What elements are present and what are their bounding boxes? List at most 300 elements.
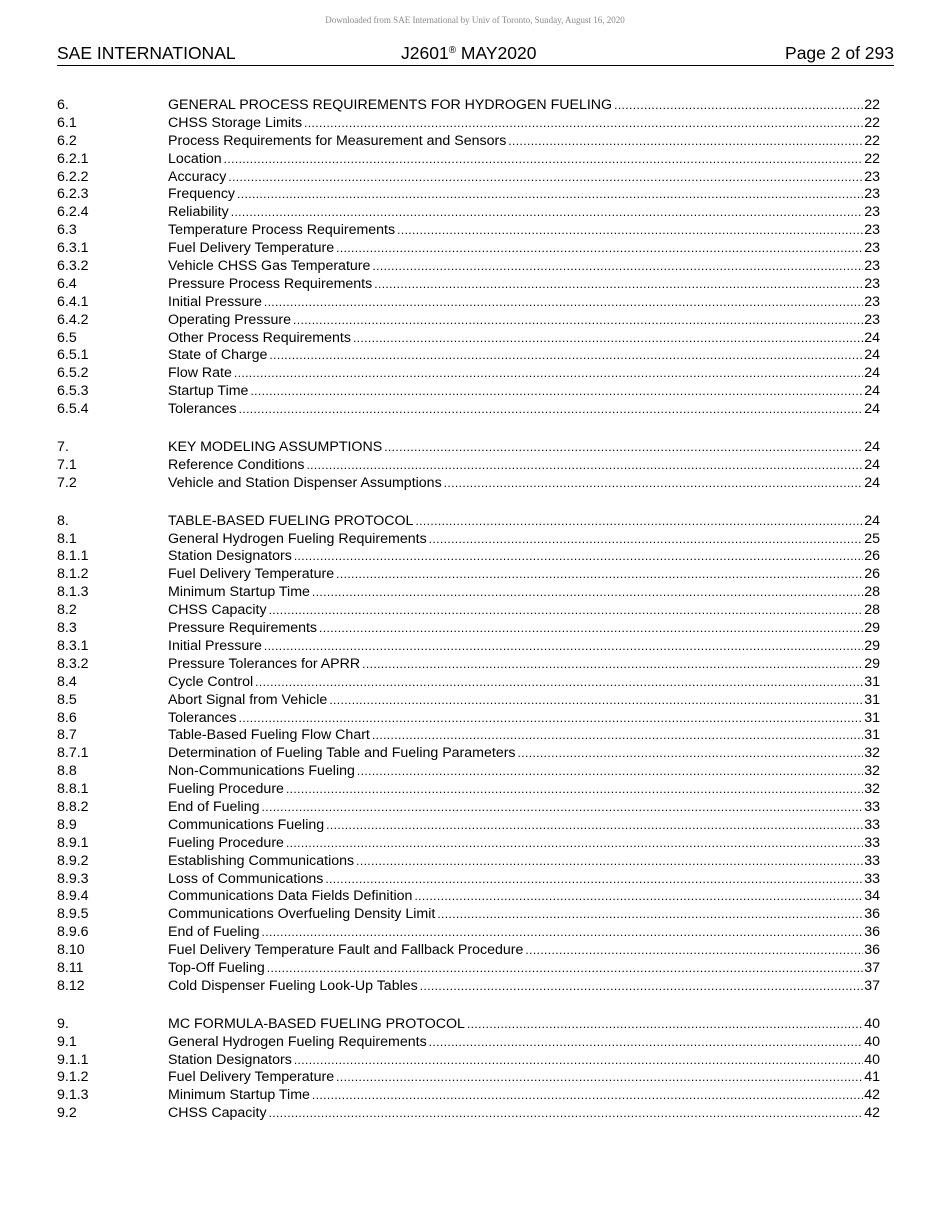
toc-entry[interactable] (57, 276, 880, 294)
toc-entry-number: 8. (57, 512, 69, 529)
toc-entry-title: CHSS Capacity (168, 602, 267, 619)
toc-entry-number: 6.5.2 (57, 365, 89, 382)
toc-entry[interactable] (57, 222, 880, 240)
toc-entry[interactable] (57, 330, 880, 348)
toc-entry-page: 32 (864, 745, 880, 762)
toc-entry-page: 22 (864, 97, 880, 113)
toc-entry[interactable] (57, 169, 880, 187)
toc-entry-title: Operating Pressure (168, 311, 292, 328)
toc-entry[interactable] (57, 799, 880, 817)
toc-entry-number: 9.1.1 (57, 1051, 89, 1068)
toc-entry-page: 24 (864, 456, 880, 473)
toc-dot-leader (357, 763, 863, 781)
toc-entry-page: 33 (864, 816, 880, 833)
toc-entry-title: Startup Time (168, 383, 249, 400)
toc-dot-leader (397, 222, 863, 240)
toc-entry-number: 8.9.3 (57, 870, 89, 887)
header-doc-number: J2601 (401, 43, 449, 63)
toc-entry-line (168, 978, 880, 996)
toc-dot-leader (356, 853, 863, 871)
toc-entry-title: Fuel Delivery Temperature (168, 566, 335, 583)
toc-entry-line (168, 383, 880, 401)
toc-entry-line (168, 620, 880, 638)
toc-entry-number: 8.9.4 (57, 888, 89, 905)
toc-entry-title: TABLE-BASED FUELING PROTOCOL (168, 512, 414, 529)
toc-entry-title: Frequency (168, 186, 236, 203)
toc-entry-number: 8.8 (57, 763, 77, 780)
toc-entry[interactable] (57, 638, 880, 656)
toc-entry[interactable] (57, 1052, 880, 1070)
toc-entry-page: 42 (864, 1087, 880, 1104)
toc-entry[interactable] (57, 365, 880, 383)
toc-entry[interactable] (57, 763, 880, 781)
toc-dot-leader (384, 439, 863, 457)
toc-entry[interactable] (57, 401, 880, 419)
toc-entry-page: 34 (864, 888, 880, 905)
toc-entry-title: Vehicle CHSS Gas Temperature (168, 258, 371, 275)
toc-entry-title: Station Designators (168, 548, 292, 565)
toc-entry-title: Location (168, 150, 222, 167)
toc-dot-leader (414, 888, 863, 906)
toc-entry-line (168, 115, 880, 133)
toc-entry[interactable] (57, 566, 880, 584)
toc-entry-title: Accuracy (168, 168, 227, 185)
toc-entry-page: 31 (864, 691, 880, 708)
toc-entry[interactable] (57, 871, 880, 889)
toc-dot-leader (269, 347, 863, 365)
toc-entry-line (168, 151, 880, 169)
toc-entry-page: 31 (864, 709, 880, 726)
toc-entry-line (168, 853, 880, 871)
toc-entry-line (168, 710, 880, 728)
toc-entry[interactable] (57, 710, 880, 728)
toc-entry-number: 8.6 (57, 709, 77, 726)
toc-dot-leader (372, 258, 863, 276)
toc-entry-title: CHSS Capacity (168, 1105, 267, 1122)
toc-entry[interactable] (57, 97, 880, 115)
toc-entry-number: 6.5.3 (57, 383, 89, 400)
toc-entry-title: Cycle Control (168, 673, 254, 690)
toc-entry[interactable] (57, 240, 880, 258)
toc-entry-title: General Hydrogen Fueling Requirements (168, 530, 427, 547)
toc-entry-title: Pressure Requirements (168, 620, 318, 637)
toc-entry-line (168, 475, 880, 493)
toc-dot-leader (444, 475, 864, 493)
toc-dot-leader (231, 204, 864, 222)
toc-entry[interactable] (57, 312, 880, 330)
toc-entry-number: 8.3.2 (57, 655, 89, 672)
toc-entry-number: 9.1.2 (57, 1069, 89, 1086)
toc-entry[interactable] (57, 960, 880, 978)
toc-entry[interactable] (57, 383, 880, 401)
toc-dot-leader (293, 312, 863, 330)
toc-entry-page: 24 (864, 347, 880, 364)
toc-entry-page: 24 (864, 329, 880, 346)
toc-entry-number: 9.1.3 (57, 1087, 89, 1104)
toc-entry-page: 24 (864, 512, 880, 529)
toc-dot-leader (326, 817, 863, 835)
toc-section-group (57, 97, 880, 419)
toc-entry-number: 8.8.2 (57, 798, 89, 815)
toc-entry[interactable] (57, 888, 880, 906)
toc-entry-page: 40 (864, 1033, 880, 1050)
toc-entry-number: 8.5 (57, 691, 77, 708)
toc-entry-title: Top-Off Fueling (168, 959, 265, 976)
toc-entry-line (168, 566, 880, 584)
toc-entry-line (168, 258, 880, 276)
toc-entry-number: 8.9 (57, 816, 77, 833)
registered-mark: ® (448, 45, 457, 56)
toc-dot-leader (262, 799, 864, 817)
toc-entry-number: 8.2 (57, 602, 77, 619)
toc-entry-number: 8.7 (57, 727, 77, 744)
toc-dot-leader (437, 906, 863, 924)
toc-entry[interactable] (57, 584, 880, 602)
toc-entry-page: 40 (864, 1051, 880, 1068)
toc-entry[interactable] (57, 620, 880, 638)
toc-entry-line (168, 692, 880, 710)
toc-entry[interactable] (57, 151, 880, 169)
toc-entry-line (168, 204, 880, 222)
toc-entry-title: Vehicle and Station Dispenser Assumptions (168, 474, 442, 491)
toc-dot-leader (262, 924, 864, 942)
toc-entry-line (168, 817, 880, 835)
toc-entry-title: Establishing Communications (168, 852, 355, 869)
toc-entry-page: 31 (864, 673, 880, 690)
toc-entry[interactable] (57, 692, 880, 710)
toc-entry-title: Tolerances (168, 401, 237, 418)
toc-entry[interactable] (57, 531, 880, 549)
toc-entry-number: 6.2.2 (57, 168, 89, 185)
toc-entry-line (168, 133, 880, 151)
toc-entry[interactable] (57, 656, 880, 674)
toc-entry-line (168, 548, 880, 566)
toc-entry-line (168, 727, 880, 745)
toc-entry[interactable] (57, 924, 880, 942)
toc-entry-title: Temperature Process Requirements (168, 222, 396, 239)
toc-entry-line (168, 799, 880, 817)
toc-entry-page: 32 (864, 781, 880, 798)
toc-entry-page: 36 (864, 906, 880, 923)
toc-dot-leader (614, 97, 863, 115)
toc-dot-leader (429, 1034, 864, 1052)
toc-entry-line (168, 871, 880, 889)
toc-entry-number: 6.1 (57, 114, 77, 131)
toc-entry[interactable] (57, 835, 880, 853)
toc-entry-title: General Hydrogen Fueling Requirements (168, 1033, 427, 1050)
toc-entry[interactable] (57, 115, 880, 133)
toc-entry-title: Pressure Process Requirements (168, 275, 373, 292)
toc-dot-leader (336, 1069, 863, 1087)
toc-entry-number: 6.2 (57, 132, 77, 149)
toc-entry-line (168, 347, 880, 365)
toc-entry-title: Communications Overfueling Density Limit (168, 906, 436, 923)
toc-dot-leader (467, 1016, 863, 1034)
toc-entry-page: 23 (864, 240, 880, 257)
toc-entry-title: Fueling Procedure (168, 781, 284, 798)
toc-entry-title: Cold Dispenser Fueling Look-Up Tables (168, 977, 418, 994)
toc-entry-title: Reference Conditions (168, 456, 305, 473)
toc-entry-title: Table-Based Fueling Flow Chart (168, 727, 370, 744)
toc-entry-number: 8.3.1 (57, 637, 89, 654)
toc-entry[interactable] (57, 1087, 880, 1105)
toc-dot-leader (415, 513, 863, 531)
toc-entry-line (168, 169, 880, 187)
toc-entry-title: Non-Communications Fueling (168, 763, 355, 780)
toc-entry-title: CHSS Storage Limits (168, 114, 303, 131)
table-of-contents (57, 97, 880, 1143)
toc-entry-line (168, 656, 880, 674)
toc-entry-page: 23 (864, 204, 880, 221)
toc-entry-line (168, 276, 880, 294)
toc-entry-page: 29 (864, 620, 880, 637)
toc-entry[interactable] (57, 745, 880, 763)
toc-entry-title: MC FORMULA-BASED FUELING PROTOCOL (168, 1015, 465, 1032)
toc-entry-page: 33 (864, 870, 880, 887)
toc-dot-leader (508, 133, 863, 151)
toc-entry-number: 8.1.3 (57, 584, 89, 601)
toc-entry[interactable] (57, 978, 880, 996)
toc-entry[interactable] (57, 942, 880, 960)
toc-dot-leader (372, 727, 863, 745)
toc-entry-page: 22 (864, 132, 880, 149)
toc-entry-page: 36 (864, 924, 880, 941)
toc-entry-title: Determination of Fueling Table and Fueling Parameters (168, 745, 516, 762)
toc-dot-leader (525, 942, 863, 960)
toc-entry-page: 37 (864, 959, 880, 976)
toc-entry-page: 22 (864, 150, 880, 167)
toc-entry-line (168, 763, 880, 781)
toc-entry-title: Communications Data Fields Definition (168, 888, 413, 905)
toc-entry-number: 8.7.1 (57, 745, 89, 762)
toc-section-group (57, 1016, 880, 1123)
toc-dot-leader (362, 656, 863, 674)
toc-entry-line (168, 584, 880, 602)
toc-entry[interactable] (57, 1034, 880, 1052)
toc-entry-title: End of Fueling (168, 924, 260, 941)
toc-entry[interactable] (57, 457, 880, 475)
toc-entry[interactable] (57, 204, 880, 222)
toc-dot-leader (312, 1087, 863, 1105)
page-header (57, 43, 894, 66)
toc-entry[interactable] (57, 294, 880, 312)
toc-dot-leader (325, 871, 863, 889)
download-watermark: Downloaded from SAE International by Univ of Toronto, Sunday, August 16, 2020 (325, 15, 625, 25)
toc-entry-title: Fuel Delivery Temperature (168, 240, 335, 257)
toc-dot-leader (255, 674, 863, 692)
toc-dot-leader (429, 531, 864, 549)
toc-entry-number: 7.2 (57, 474, 77, 491)
toc-entry-line (168, 457, 880, 475)
toc-dot-leader (267, 960, 863, 978)
toc-entry-number: 8.9.6 (57, 924, 89, 941)
toc-entry-line (168, 439, 880, 457)
toc-entry[interactable] (57, 1069, 880, 1087)
toc-entry-title: Station Designators (168, 1051, 292, 1068)
toc-entry[interactable] (57, 186, 880, 204)
toc-entry-line (168, 638, 880, 656)
toc-entry-title: Initial Pressure (168, 637, 262, 654)
toc-entry-number: 6.4 (57, 275, 77, 292)
toc-entry-line (168, 1087, 880, 1105)
toc-entry-page: 29 (864, 637, 880, 654)
toc-dot-leader (329, 692, 863, 710)
toc-entry-number: 8.1.1 (57, 548, 89, 565)
toc-entry-page: 33 (864, 852, 880, 869)
toc-entry[interactable] (57, 475, 880, 493)
toc-entry[interactable] (57, 853, 880, 871)
toc-dot-leader (264, 638, 863, 656)
toc-dot-leader (239, 710, 864, 728)
toc-entry-line (168, 186, 880, 204)
toc-entry-line (168, 330, 880, 348)
toc-entry[interactable] (57, 1105, 880, 1123)
toc-entry-number: 6.2.4 (57, 204, 89, 221)
toc-entry-number: 9.2 (57, 1105, 77, 1122)
toc-entry-page: 23 (864, 258, 880, 275)
toc-entry-line (168, 513, 880, 531)
toc-dot-leader (304, 115, 863, 133)
toc-dot-leader (250, 383, 863, 401)
toc-entry-page: 29 (864, 655, 880, 672)
toc-dot-leader (286, 781, 863, 799)
toc-entry-number: 7.1 (57, 456, 77, 473)
toc-dot-leader (312, 584, 863, 602)
toc-entry-line (168, 312, 880, 330)
toc-entry-title: Abort Signal from Vehicle (168, 691, 328, 708)
header-document-id (401, 43, 536, 64)
toc-entry-number: 8.1.2 (57, 566, 89, 583)
toc-entry[interactable] (57, 258, 880, 276)
toc-entry-page: 41 (864, 1069, 880, 1086)
toc-entry[interactable] (57, 781, 880, 799)
toc-entry-number: 8.10 (57, 942, 85, 959)
toc-dot-leader (420, 978, 863, 996)
toc-entry-number: 8.3 (57, 620, 77, 637)
toc-entry-number: 6.3.2 (57, 258, 89, 275)
toc-entry-title: State of Charge (168, 347, 268, 364)
toc-entry-number: 6.3 (57, 222, 77, 239)
toc-entry-number: 6.5 (57, 329, 77, 346)
toc-dot-leader (294, 548, 863, 566)
toc-dot-leader (336, 240, 863, 258)
toc-entry-line (168, 674, 880, 692)
toc-entry-line (168, 1105, 880, 1123)
toc-entry-line (168, 240, 880, 258)
toc-section-group (57, 439, 880, 493)
toc-dot-leader (306, 457, 863, 475)
toc-dot-leader (319, 620, 863, 638)
toc-entry-title: Tolerances (168, 709, 237, 726)
toc-entry-line (168, 960, 880, 978)
toc-entry-page: 26 (864, 548, 880, 565)
toc-dot-leader (234, 365, 863, 383)
toc-dot-leader (294, 1052, 863, 1070)
toc-entry-line (168, 294, 880, 312)
toc-entry-number: 8.9.5 (57, 906, 89, 923)
toc-entry-line (168, 1052, 880, 1070)
toc-entry-title: Fuel Delivery Temperature (168, 1069, 335, 1086)
toc-entry-page: 23 (864, 168, 880, 185)
toc-entry-page: 36 (864, 942, 880, 959)
toc-entry-title: Fueling Procedure (168, 834, 284, 851)
toc-entry[interactable] (57, 817, 880, 835)
toc-entry-line (168, 888, 880, 906)
toc-entry-page: 24 (864, 439, 880, 456)
toc-entry-number: 8.9.1 (57, 834, 89, 851)
header-publisher: SAE INTERNATIONAL (57, 43, 236, 63)
toc-dot-leader (269, 602, 864, 620)
toc-entry-title: Communications Fueling (168, 816, 325, 833)
toc-entry[interactable] (57, 548, 880, 566)
toc-entry-number: 6.5.4 (57, 401, 89, 418)
toc-entry-line (168, 401, 880, 419)
toc-entry-title: Other Process Requirements (168, 329, 351, 346)
toc-entry[interactable] (57, 602, 880, 620)
toc-entry[interactable] (57, 906, 880, 924)
toc-entry-title: Process Requirements for Measurement and Sensors (168, 132, 507, 149)
toc-entry-line (168, 924, 880, 942)
toc-dot-leader (228, 169, 863, 187)
toc-entry[interactable] (57, 133, 880, 151)
toc-entry-title: GENERAL PROCESS REQUIREMENTS FOR HYDROGEN FUELING (168, 97, 613, 113)
toc-entry[interactable] (57, 674, 880, 692)
toc-entry-title: End of Fueling (168, 798, 260, 815)
toc-entry-line (168, 906, 880, 924)
toc-section-group (57, 513, 880, 996)
toc-entry[interactable] (57, 513, 880, 531)
toc-entry-page: 23 (864, 293, 880, 310)
toc-entry-page: 42 (864, 1105, 880, 1122)
toc-entry-line (168, 942, 880, 960)
toc-entry-title: Initial Pressure (168, 293, 262, 310)
toc-entry-number: 8.8.1 (57, 781, 89, 798)
toc-entry-title: Pressure Tolerances for APRR (168, 655, 361, 672)
toc-entry-line (168, 745, 880, 763)
toc-entry-number: 8.11 (57, 959, 84, 976)
toc-entry[interactable] (57, 347, 880, 365)
toc-entry-page: 28 (864, 584, 880, 601)
toc-entry-page: 24 (864, 401, 880, 418)
toc-entry-page: 33 (864, 798, 880, 815)
toc-entry-page: 22 (864, 114, 880, 131)
toc-entry-number: 6.4.2 (57, 311, 89, 328)
toc-entry[interactable] (57, 439, 880, 457)
toc-entry-title: Fuel Delivery Temperature Fault and Fallback Procedure (168, 942, 524, 959)
toc-entry-title: Reliability (168, 204, 229, 221)
toc-entry-number: 9. (57, 1015, 69, 1032)
toc-dot-leader (239, 401, 864, 419)
toc-entry-number: 9.1 (57, 1033, 77, 1050)
toc-entry-number: 7. (57, 439, 69, 456)
toc-entry-line (168, 222, 880, 240)
toc-dot-leader (224, 151, 864, 169)
toc-entry-page: 32 (864, 763, 880, 780)
toc-entry-number: 6. (57, 97, 69, 113)
toc-entry-number: 6.5.1 (57, 347, 89, 364)
toc-dot-leader (264, 294, 863, 312)
toc-dot-leader (374, 276, 863, 294)
toc-entry[interactable] (57, 1016, 880, 1034)
toc-entry-title: KEY MODELING ASSUMPTIONS (168, 439, 383, 456)
toc-entry-page: 24 (864, 383, 880, 400)
toc-entry-page: 28 (864, 602, 880, 619)
toc-entry-number: 6.4.1 (57, 293, 89, 310)
toc-entry-page: 25 (864, 530, 880, 547)
header-page-number: Page 2 of 293 (785, 43, 894, 63)
toc-dot-leader (286, 835, 863, 853)
toc-entry[interactable] (57, 727, 880, 745)
